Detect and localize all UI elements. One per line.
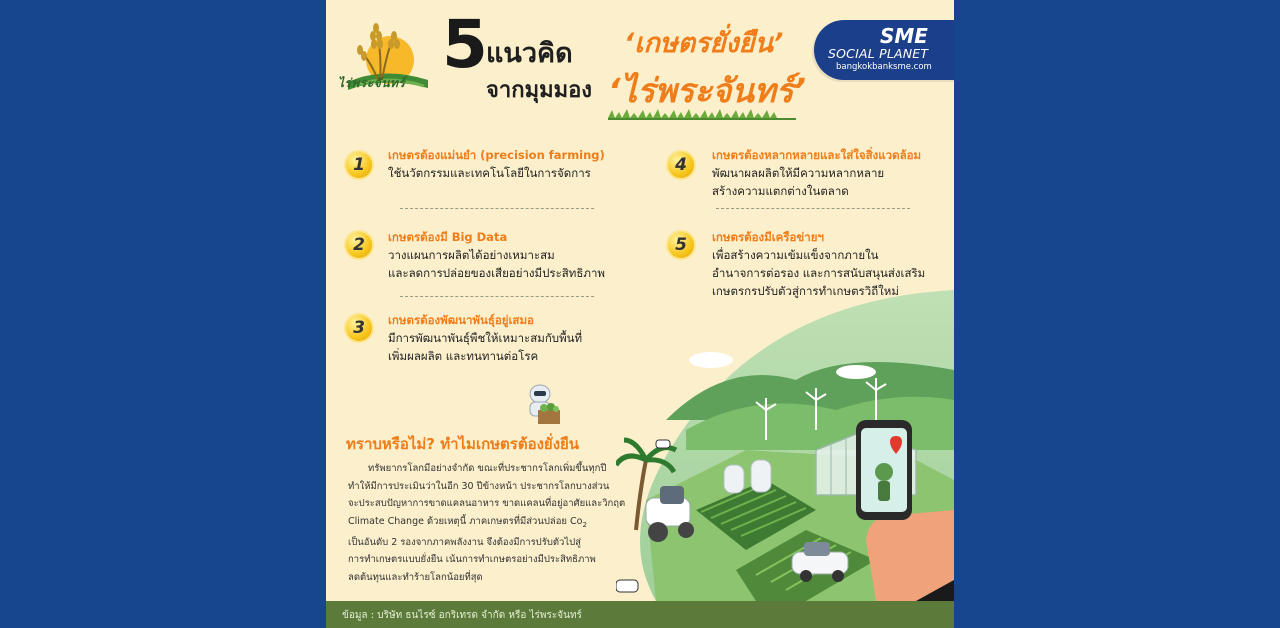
item-4-title: เกษตรต้องหลากหลายและใส่ใจสิ่งแวดล้อม — [712, 148, 922, 162]
farm-scene-illustration — [616, 280, 954, 601]
item-2-desc: วางแผนการผลิตได้อย่างเหมาะสม และลดการปล่อยของเสียอย่างมีประสิทธิภาพ — [388, 248, 606, 280]
item-1-number: 1 — [346, 152, 372, 178]
did-you-know-title: ทราบหรือไม่? ทำไมเกษตรต้องยั่งยืน — [346, 435, 580, 453]
item-4-number: 4 — [668, 152, 694, 178]
logo-text: ไร่พระจันทร์ — [338, 76, 406, 90]
robot-icon — [516, 382, 566, 428]
title-number: 5 — [442, 6, 486, 83]
item-2-number: 2 — [346, 232, 372, 258]
did-you-know-body: ทรัพยากรโลกมีอย่างจำกัด ขณะที่ประชากรโลกเพิ่มขึ้นทุกปี ทำให้มีการประเมินว่าในอีก 30 ปีข้างหน้า ประชากรโลกบางส่วน จะประสบปัญหาการขาดแคลนอาหาร ขาดแคลนที่อยู่อาศัยและวิกฤต Climate Change ด้วยเหตุนี้ ภาคเกษตรที่มีส่วนปล่อย $Co_2$ เป็นอันดับ 2 รองจากภาคพลังงาน จึงต้องมีการปรับตัวไปสู่ การทำเกษตรแบบยั่งยืน เน้นการทำเกษตรอย่างมีประสิทธิภาพ ลดต้นทุนและทำร้ายโลกน้อยที่สุด — [348, 463, 626, 583]
footer-source: ข้อมูล : บริษัท ธนไรซ์ อกริเทรด จำกัด หรือ ไร่พระจันทร์ — [342, 610, 582, 621]
divider — [400, 208, 594, 209]
divider — [716, 208, 910, 209]
badge-url: bangkokbanksme.com — [836, 62, 932, 72]
infographic-poster — [326, 0, 954, 628]
badge-name: SOCIAL PLANET — [828, 46, 929, 61]
title-line1: แนวคิด — [486, 38, 573, 69]
grass-underline-icon — [608, 108, 796, 120]
item-3-desc: มีการพัฒนาพันธุ์พืชให้เหมาะสมกับพื้นที่ เพิ่มผลผลิต และทนทานต่อโรค — [388, 331, 583, 363]
item-3-number: 3 — [346, 315, 372, 341]
item-1-title: เกษตรต้องแม่นยำ (precision farming) — [388, 148, 605, 162]
item-4-desc: พัฒนาผลผลิตให้มีความหลากหลาย สร้างความแตกต่างในตลาด — [712, 166, 885, 198]
sme-social-planet-badge — [814, 20, 954, 80]
title-line2: จากมุมมอง — [486, 78, 593, 103]
title-accent2: ‘ไร่พระจันทร์’ — [608, 71, 806, 110]
item-2-title: เกษตรต้องมี Big Data — [388, 230, 508, 244]
item-1-desc: ใช้นวัตกรรมและเทคโนโลยีในการจัดการ — [388, 166, 591, 180]
divider — [400, 296, 594, 297]
item-3-title: เกษตรต้องพัฒนาพันธุ์อยู่เสมอ — [388, 313, 534, 327]
footer-bar — [326, 601, 954, 628]
item-5-title: เกษตรต้องมีเครือข่ายฯ — [712, 230, 824, 244]
badge-brand: SME — [880, 24, 928, 48]
item-5-number: 5 — [668, 232, 694, 258]
title-accent1: ‘เกษตรยั่งยืน’ — [624, 28, 784, 59]
item-5-desc: เพื่อสร้างความเข้มแข็งจากภายใน อำนาจการต่อรอง และการสนับสนุนส่งเสริม เกษตรกรปรับตัวสู่การทำเกษตรวิถีใหม่ — [712, 248, 926, 298]
